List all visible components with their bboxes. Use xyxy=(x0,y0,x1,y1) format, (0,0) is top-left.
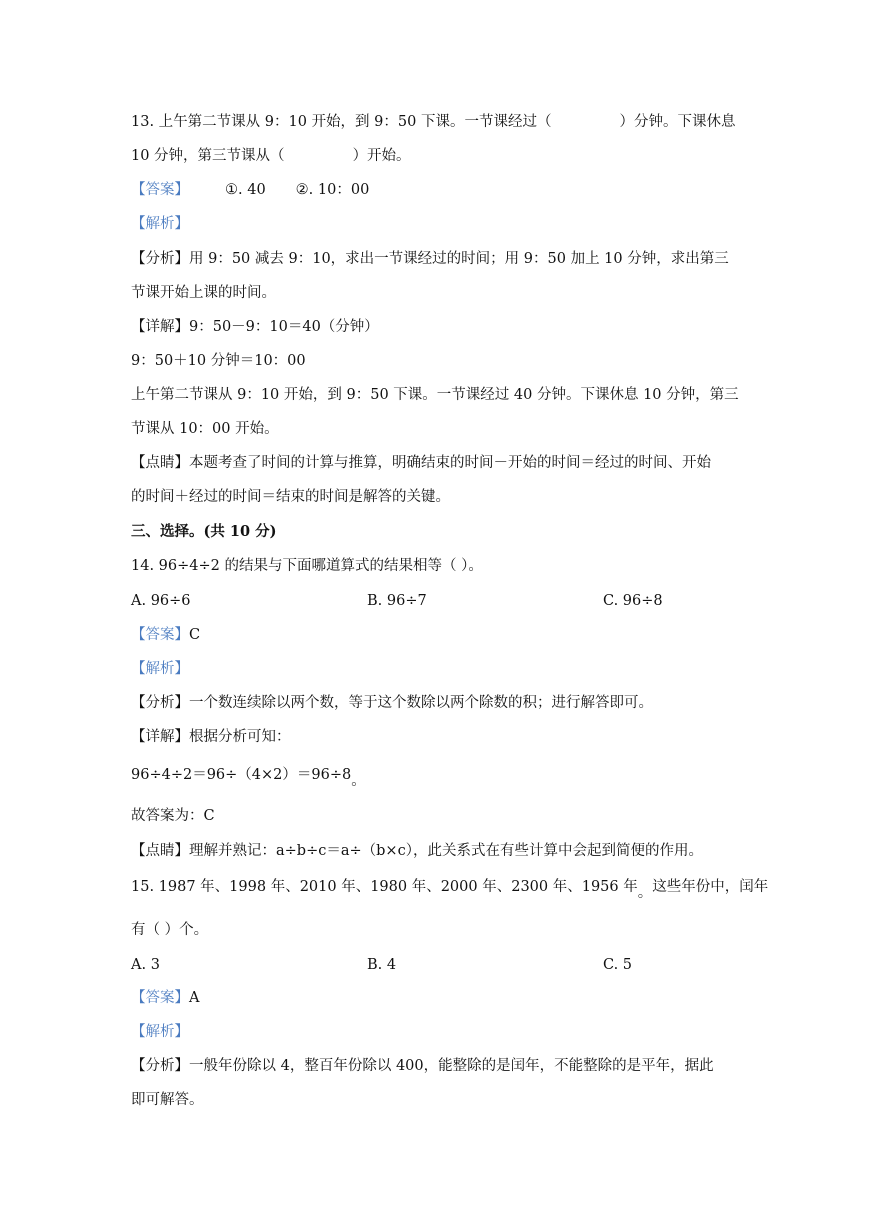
q13-answer: 【答案】 ①. 40 ②. 10：00 xyxy=(131,182,370,198)
q13-question-line2: 10 分钟，第三节课从（ ）开始。 xyxy=(131,148,411,164)
q14-calculation: 96÷4÷2＝96÷（4×2）＝96÷8。 xyxy=(131,767,366,789)
section-title: 三、选择。(共 10 分) xyxy=(131,523,277,540)
answer-label: 【答案】 xyxy=(131,627,189,643)
q14-answer: 【答案】C xyxy=(131,627,201,643)
q15-fenxi-line2: 即可解答。 xyxy=(131,1092,204,1108)
q14-question: 14. 96÷4÷2 的结果与下面哪道算式的结果相等（ ）。 xyxy=(131,558,483,574)
q13-fenxi-line1: 【分析】用 9：50 减去 9：10，求出一节课经过的时间；用 9：50 加上 10 分钟，求出第三 xyxy=(131,251,729,267)
q13-xiangjie-line2: 9：50＋10 分钟＝10：00 xyxy=(131,353,306,369)
q14-analysis-label: 【解析】 xyxy=(131,661,189,677)
q13-dianjing-line2: 的时间＋经过的时间＝结束的时间是解答的关键。 xyxy=(131,489,450,505)
q13-xiangjie-line3: 上午第二节课从 9：10 开始，到 9：50 下课。一节课经过 40 分钟。下课休息 10 分钟，第三 xyxy=(131,387,739,403)
q14-dianjing: 【点睛】理解并熟记：a÷b÷c＝a÷（b×c），此关系式在有些计算中会起到简便的作用。 xyxy=(131,843,703,859)
q13-dianjing-line1: 【点睛】本题考查了时间的计算与推算，明确结束的时间－开始的时间＝经过的时间、开始 xyxy=(131,455,711,471)
q15-option-a: A. 3 xyxy=(131,957,160,973)
q15-option-b: B. 4 xyxy=(367,957,397,973)
answer-label: 【答案】 xyxy=(131,182,189,198)
xiangjie-label: 【详解】 xyxy=(131,319,189,335)
q14-xiangjie: 【详解】根据分析可知： xyxy=(131,729,291,745)
q15-option-c: C. 5 xyxy=(603,957,633,973)
xiangjie-label: 【详解】 xyxy=(131,729,189,745)
q14-conclusion: 故答案为：C xyxy=(131,808,215,824)
dianjing-label: 【点睛】 xyxy=(131,455,189,471)
q15-answer: 【答案】A xyxy=(131,990,200,1006)
q15-question-line2: 有（ ）个。 xyxy=(131,922,209,938)
dianjing-label: 【点睛】 xyxy=(131,843,189,859)
q15-analysis-label: 【解析】 xyxy=(131,1024,189,1040)
q13-analysis-label: 【解析】 xyxy=(131,216,189,232)
answer-label: 【答案】 xyxy=(131,990,189,1006)
q14-option-b: B. 96÷7 xyxy=(367,593,427,609)
q13-xiangjie-line4: 节课从 10：00 开始。 xyxy=(131,421,279,437)
fenxi-label: 【分析】 xyxy=(131,1058,189,1074)
q14-option-a: A. 96÷6 xyxy=(131,593,191,609)
q13-fenxi-line2: 节课开始上课的时间。 xyxy=(131,285,276,301)
q14-fenxi: 【分析】一个数连续除以两个数，等于这个数除以两个除数的积；进行解答即可。 xyxy=(131,695,653,711)
fenxi-label: 【分析】 xyxy=(131,251,189,267)
q13-question-line1: 13. 上午第二节课从 9：10 开始，到 9：50 下课。一节课经过（ ）分钟。下课休息 xyxy=(131,114,736,130)
q13-xiangjie-line1: 【详解】9：50－9：10＝40（分钟） xyxy=(131,319,379,335)
q15-fenxi-line1: 【分析】一般年份除以 4，整百年份除以 400，能整除的是闰年，不能整除的是平年，据此 xyxy=(131,1058,714,1074)
fenxi-label: 【分析】 xyxy=(131,695,189,711)
q15-question-line1: 15. 1987 年、1998 年、2010 年、1980 年、2000 年、2300 年、1956 年。这些年份中，闰年 xyxy=(131,879,769,901)
q14-option-c: C. 96÷8 xyxy=(603,593,663,609)
